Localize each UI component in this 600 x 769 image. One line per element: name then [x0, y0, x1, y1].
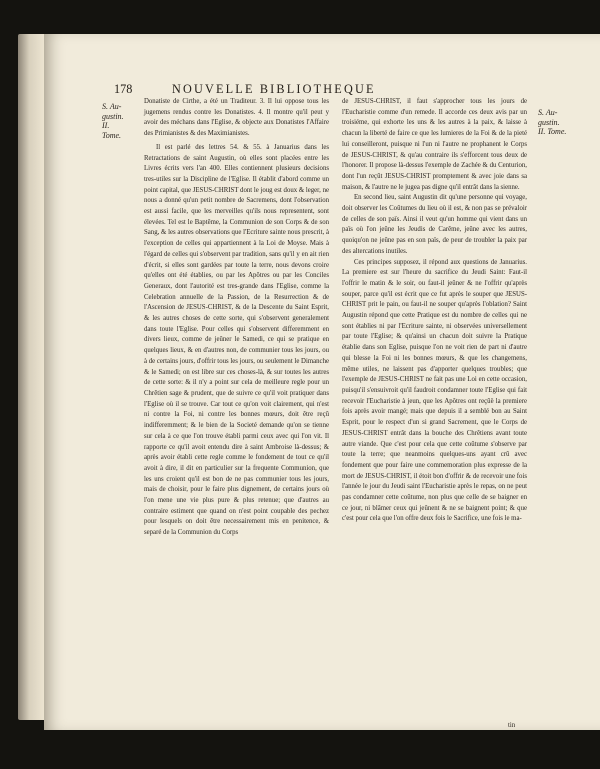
paragraph: En second lieu, saint Augustin dit qu'une personne qui voyage, doit observer les Coûtumes du lieu où il est, & non pas se prévaloir de celles de son païs. Ainsi il veut qu'un homme qui vient dans un païs où l'on jeûne les Jeudis de Carême, jeûne avec les autres, quoiqu'on ne jeûne pas en son païs, de peur de troubler la paix par des altercations inutiles.: [342, 194, 527, 255]
margin-note-right: S. Au- gustin. II. Tome.: [538, 108, 567, 136]
paragraph: Il est parlé des lettres 54. & 55. à Januarius dans les Retractations de saint Augustin, où elles sont placées entre les Livres écrits vers l'an 400. Elles contiennent plusieurs decisions tres-utiles sur la Discipline de l'Eglise. Il établit d'abord comme un point capital, que JESUS-CHRIST dont le joug est doux & leger, ne nous a donné qu'un petit nombre de Sacremens, dont l'observation est aussi facile, que les merveilles qu'ils nous representent, sont élevées. Tel est le Baptême, la Communion de son Corps & de son Sang, & les autres observations que l'Ecriture sainte nous prescrit, à l'exception de celles qui appartiennent à la Loi de Moyse. Mais à l'égard de celles qui s'observent par tradition, sans qu'il y en ait rien d'écrit, si elles sont gardées par toute la terre, nous devons croire qu'elles ont été établies, ou par les Apôtres ou par les Conciles Generaux, dont l'autorité est tres-grande dans l'Eglise, comme la Celebration annuelle de la Passion, de la Resurrection & de l'Ascension de JESUS-CHRIST, & de la Descente du Saint Esprit, & les autres choses de cette sorte, qui s'observent generalement dans toute l'Eglise. Pour celles qui s'observent differemment en divers lieux, comme de jeûner le Samedi, ce qui se pratique en quelques lieux, & en d'autres non, de communier tous les jours, ou à de certains jours, d'offrir tous les jours, ou seulement le Dimanche & le Samedi; on est libre sur ces choses-là, & sur toutes les autres de cette sorte: & il n'y a point sur cela de meilleure regle pour un Chrêtien sage & prudent, que de suivre ce qu'il voit pratiquer dans l'Eglise où il se trouve. Car tout ce qu'on voit clairement, qui n'est ni contre la Foi, ni contre les bonnes mœurs, doit être reçû indifferemment; & le bien de la Societé demande qu'on se tienne sur cela à ce que l'on trouve établi parmi ceux avec qui l'on vit. Il rapporte ce qu'il avoit entendu dire à saint Ambroise là-dessus; & après avoir établi cette regle comme le fondement de tout ce qu'il avoit à dire, il dit en particulier sur la frequente Communion, que les uns croient qu'il est bon de ne pas communier tous les jours, mais de choisir, pour le faire plus dignement, de certains jours où l'on mene une vie plus pure & plus retenue; que d'autres au contraire estiment que quand on n'est point coupable des pechez pour lesquels on doit être necessairement mis en penitence, & separé de la Communion du Corps: [144, 143, 329, 537]
book-page: [44, 34, 600, 730]
paragraph: Ces principes supposez, il répond aux questions de Januarius. La premiere est sur l'heure du sacrifice du Jeudi Saint: Faut-il l'offrir le matin & le soir, ou faut-il jeûner & ne l'offrir qu'après souper, parce qu'il est écrit que ce fut après le souper que JESUS-CHRIST prit le pain, ou faut-il ne souper qu'après l'oblation? Saint Augustin répond que cette Pratique est du nombre de celles qui ne sont établies ni par l'Ecriture sainte, ni observées universellement par toute l'Eglise; & qu'ainsi un chacun doit suivre la Pratique établie dans son Eglise, puisque l'on ne voit rien de part ni d'autre qui blesse la Foi ni les bonnes mœurs, & que les changemens, même utiles, ne laissent pas d'apporter quelques troubles; que l'exemple de JESUS-CHRIST ne fait pas une Loi en cette occasion, puisqu'il s'ensuivroit qu'il faudroit condamner toute l'Eglise qui fait recevoir l'Eucharistie à jeun, que les Apôtres ont reçûë la premiere fois après avoir mangé; mais que depuis il a semblé bon au Saint Esprit, pour le respect d'un si grand Sacrement, que le Corps de JESUS-CHRIST entrât dans la bouche des Chrêtiens avant toute autre viande. Que c'est pour cela que cette coûtume s'observe par toute la terre; que neanmoins quelques-uns ayant crû avec fondement que pour faire une commemoration plus expresse de la mort de JESUS-CHRIST, il étoit bon d'offrir & de recevoir une fois l'année le jour du Jeudi saint l'Eucharistie après le repas, on ne peut pas condamner cette coûtume, non plus que celle de se baigner en ce jour, ni blâmer ceux qui jeûnent & ne se baignent point; & que c'est pour cela que l'on offre deux fois le Sacrifice, une fois le ma-: [342, 258, 527, 523]
running-title: NOUVELLE BIBLIOTHEQUE: [172, 82, 376, 96]
paragraph: de JESUS-CHRIST, il faut s'approcher tous les jours de l'Eucharistie comme d'un remede. Il accorde ces deux avis par un troisiéme, qui exhorte les uns & les autres à la paix, & laisse à chacun la liberté de faire ce que les lumieres de la Foi & de la pieté lui conseilleront, puisque ni l'un ni l'autre ne prophanent le Corps de JESUS-CHRIST, & qu'au contraire ils s'efforcent tous deux de l'honorer. Il propose là-dessus l'exemple de Zachée & du Centurion, dont l'un reçût JESUS-CHRIST promptement & avec joie dans sa maison, & l'autre ne le jugea pas digne qu'il entrât dans la sienne.: [342, 98, 527, 191]
catchword: tin: [508, 722, 516, 729]
page-edges: [18, 34, 46, 720]
text-column-left: [144, 97, 329, 539]
paragraph: Donatiste de Cirthe, a été un Traditeur. 3. Il lui oppose tous les jugemens rendus contre les Donatistes. 4. Il montre qu'il peut y avoir des méchans dans l'Eglise, & objecte aux Donatistes l'Affaire des Primianistes & des Maximianistes.: [144, 98, 329, 138]
page-number: 178: [114, 82, 133, 96]
text-column-right: [342, 97, 527, 525]
margin-note-left: S. Au- gustin. II. Tome.: [102, 102, 124, 140]
